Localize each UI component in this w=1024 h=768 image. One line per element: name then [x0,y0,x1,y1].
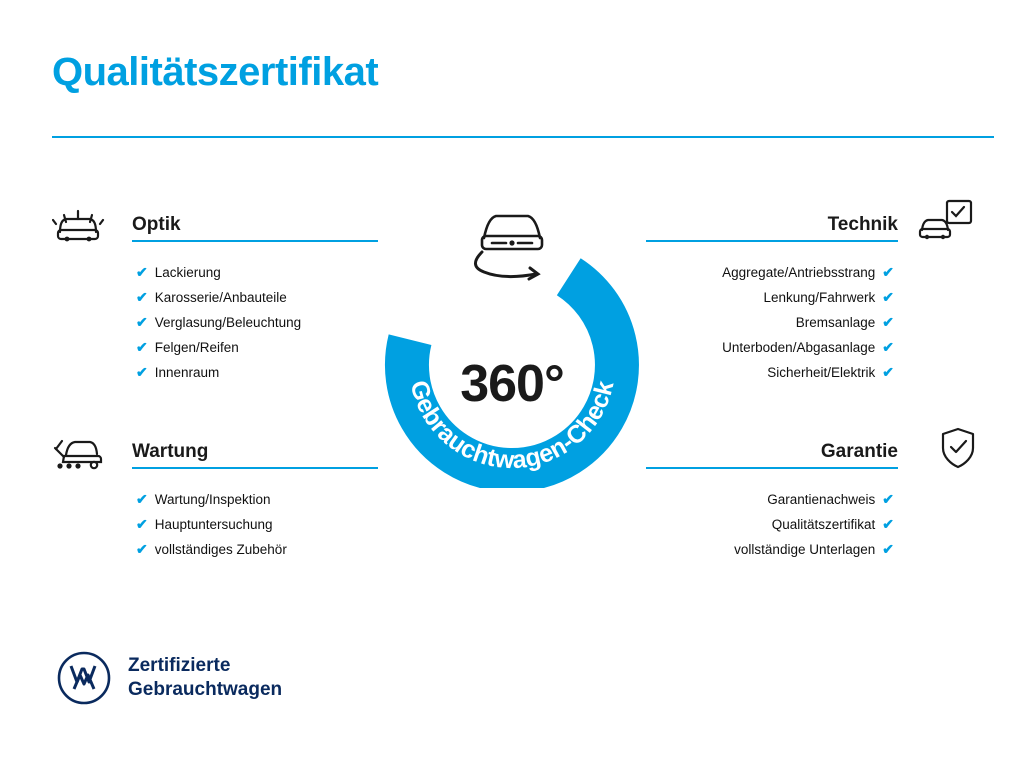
section-wartung [48,427,388,562]
check-icon: ✔ [136,516,148,532]
section-title: Optik [132,214,181,235]
list-item [636,487,982,512]
check-icon: ✔ [136,364,148,380]
360-degrees-label: 360° [460,355,564,413]
check-icon: ✔ [882,314,894,330]
list-item [636,310,982,335]
list-item-label: vollständige Unterlagen [734,542,876,557]
list-item [48,335,388,360]
list-item [636,360,982,385]
list-item [636,285,982,310]
title-divider [52,136,994,138]
list-item-label: Lackierung [154,265,221,280]
vw-logo [56,650,112,706]
section-divider [132,467,378,469]
section-header [48,427,388,473]
footer-text [128,654,282,702]
list-item [636,335,982,360]
footer-line-1: Zertifizierte [128,655,231,676]
page-title: Qualitätszertifikat [52,50,379,94]
footer-brand [56,650,282,706]
car-checklist-icon [914,198,978,244]
section-title: Garantie [820,441,898,462]
list-item-label: Wartung/Inspektion [154,492,271,507]
list-item-label: vollständiges Zubehör [154,542,287,557]
section-garantie [636,427,982,562]
check-icon: ✔ [136,491,148,507]
list-item [48,512,388,537]
car-lift-icon [52,425,116,471]
list-item [48,310,388,335]
check-icon: ✔ [136,264,148,280]
check-icon: ✔ [882,264,894,280]
check-icon: ✔ [882,339,894,355]
checklist-optik [48,260,388,385]
check-icon: ✔ [882,541,894,557]
list-item [636,260,982,285]
check-icon: ✔ [136,314,148,330]
section-divider [646,240,898,242]
section-header [48,200,388,246]
footer-line-2: Gebrauchtwagen [128,679,283,700]
section-header [636,427,982,473]
check-icon: ✔ [136,541,148,557]
list-item-label: Garantienachweis [767,492,876,507]
list-item-label: Innenraum [154,365,220,380]
list-item-label: Karosserie/Anbauteile [154,290,287,305]
check-icon: ✔ [136,339,148,355]
section-title: Technik [827,214,898,235]
list-item-label: Sicherheit/Elektrik [767,365,876,380]
section-divider [646,467,898,469]
section-divider [132,240,378,242]
check-icon: ✔ [136,289,148,305]
shield-check-icon [914,425,978,471]
right-column [636,200,982,562]
list-item [636,537,982,562]
list-item-label: Unterboden/Abgasanlage [722,340,876,355]
list-item-label: Hauptuntersuchung [154,517,273,532]
check-icon: ✔ [882,289,894,305]
check-icon: ✔ [882,516,894,532]
list-item-label: Qualitätszertifikat [771,517,876,532]
checklist-garantie [636,487,982,562]
checklist-technik [636,260,982,385]
check-icon: ✔ [882,491,894,507]
car-shine-icon [52,198,116,244]
list-item [48,285,388,310]
list-item [48,260,388,285]
list-item [636,512,982,537]
section-optik [48,200,388,385]
360-check-badge [374,198,650,488]
section-title: Wartung [132,441,209,462]
svg-text:Gebrauchtwagen-Check: Gebrauchtwagen-Check [404,377,620,475]
section-technik [636,200,982,385]
checklist-wartung [48,487,388,562]
section-header [636,200,982,246]
list-item-label: Lenkung/Fahrwerk [763,290,876,305]
list-item [48,537,388,562]
check-icon: ✔ [882,364,894,380]
list-item [48,360,388,385]
list-item-label: Aggregate/Antriebsstrang [722,265,876,280]
list-item [48,487,388,512]
left-column [48,200,388,562]
list-item-label: Bremsanlage [795,315,876,330]
list-item-label: Verglasung/Beleuchtung [154,315,302,330]
list-item-label: Felgen/Reifen [154,340,239,355]
